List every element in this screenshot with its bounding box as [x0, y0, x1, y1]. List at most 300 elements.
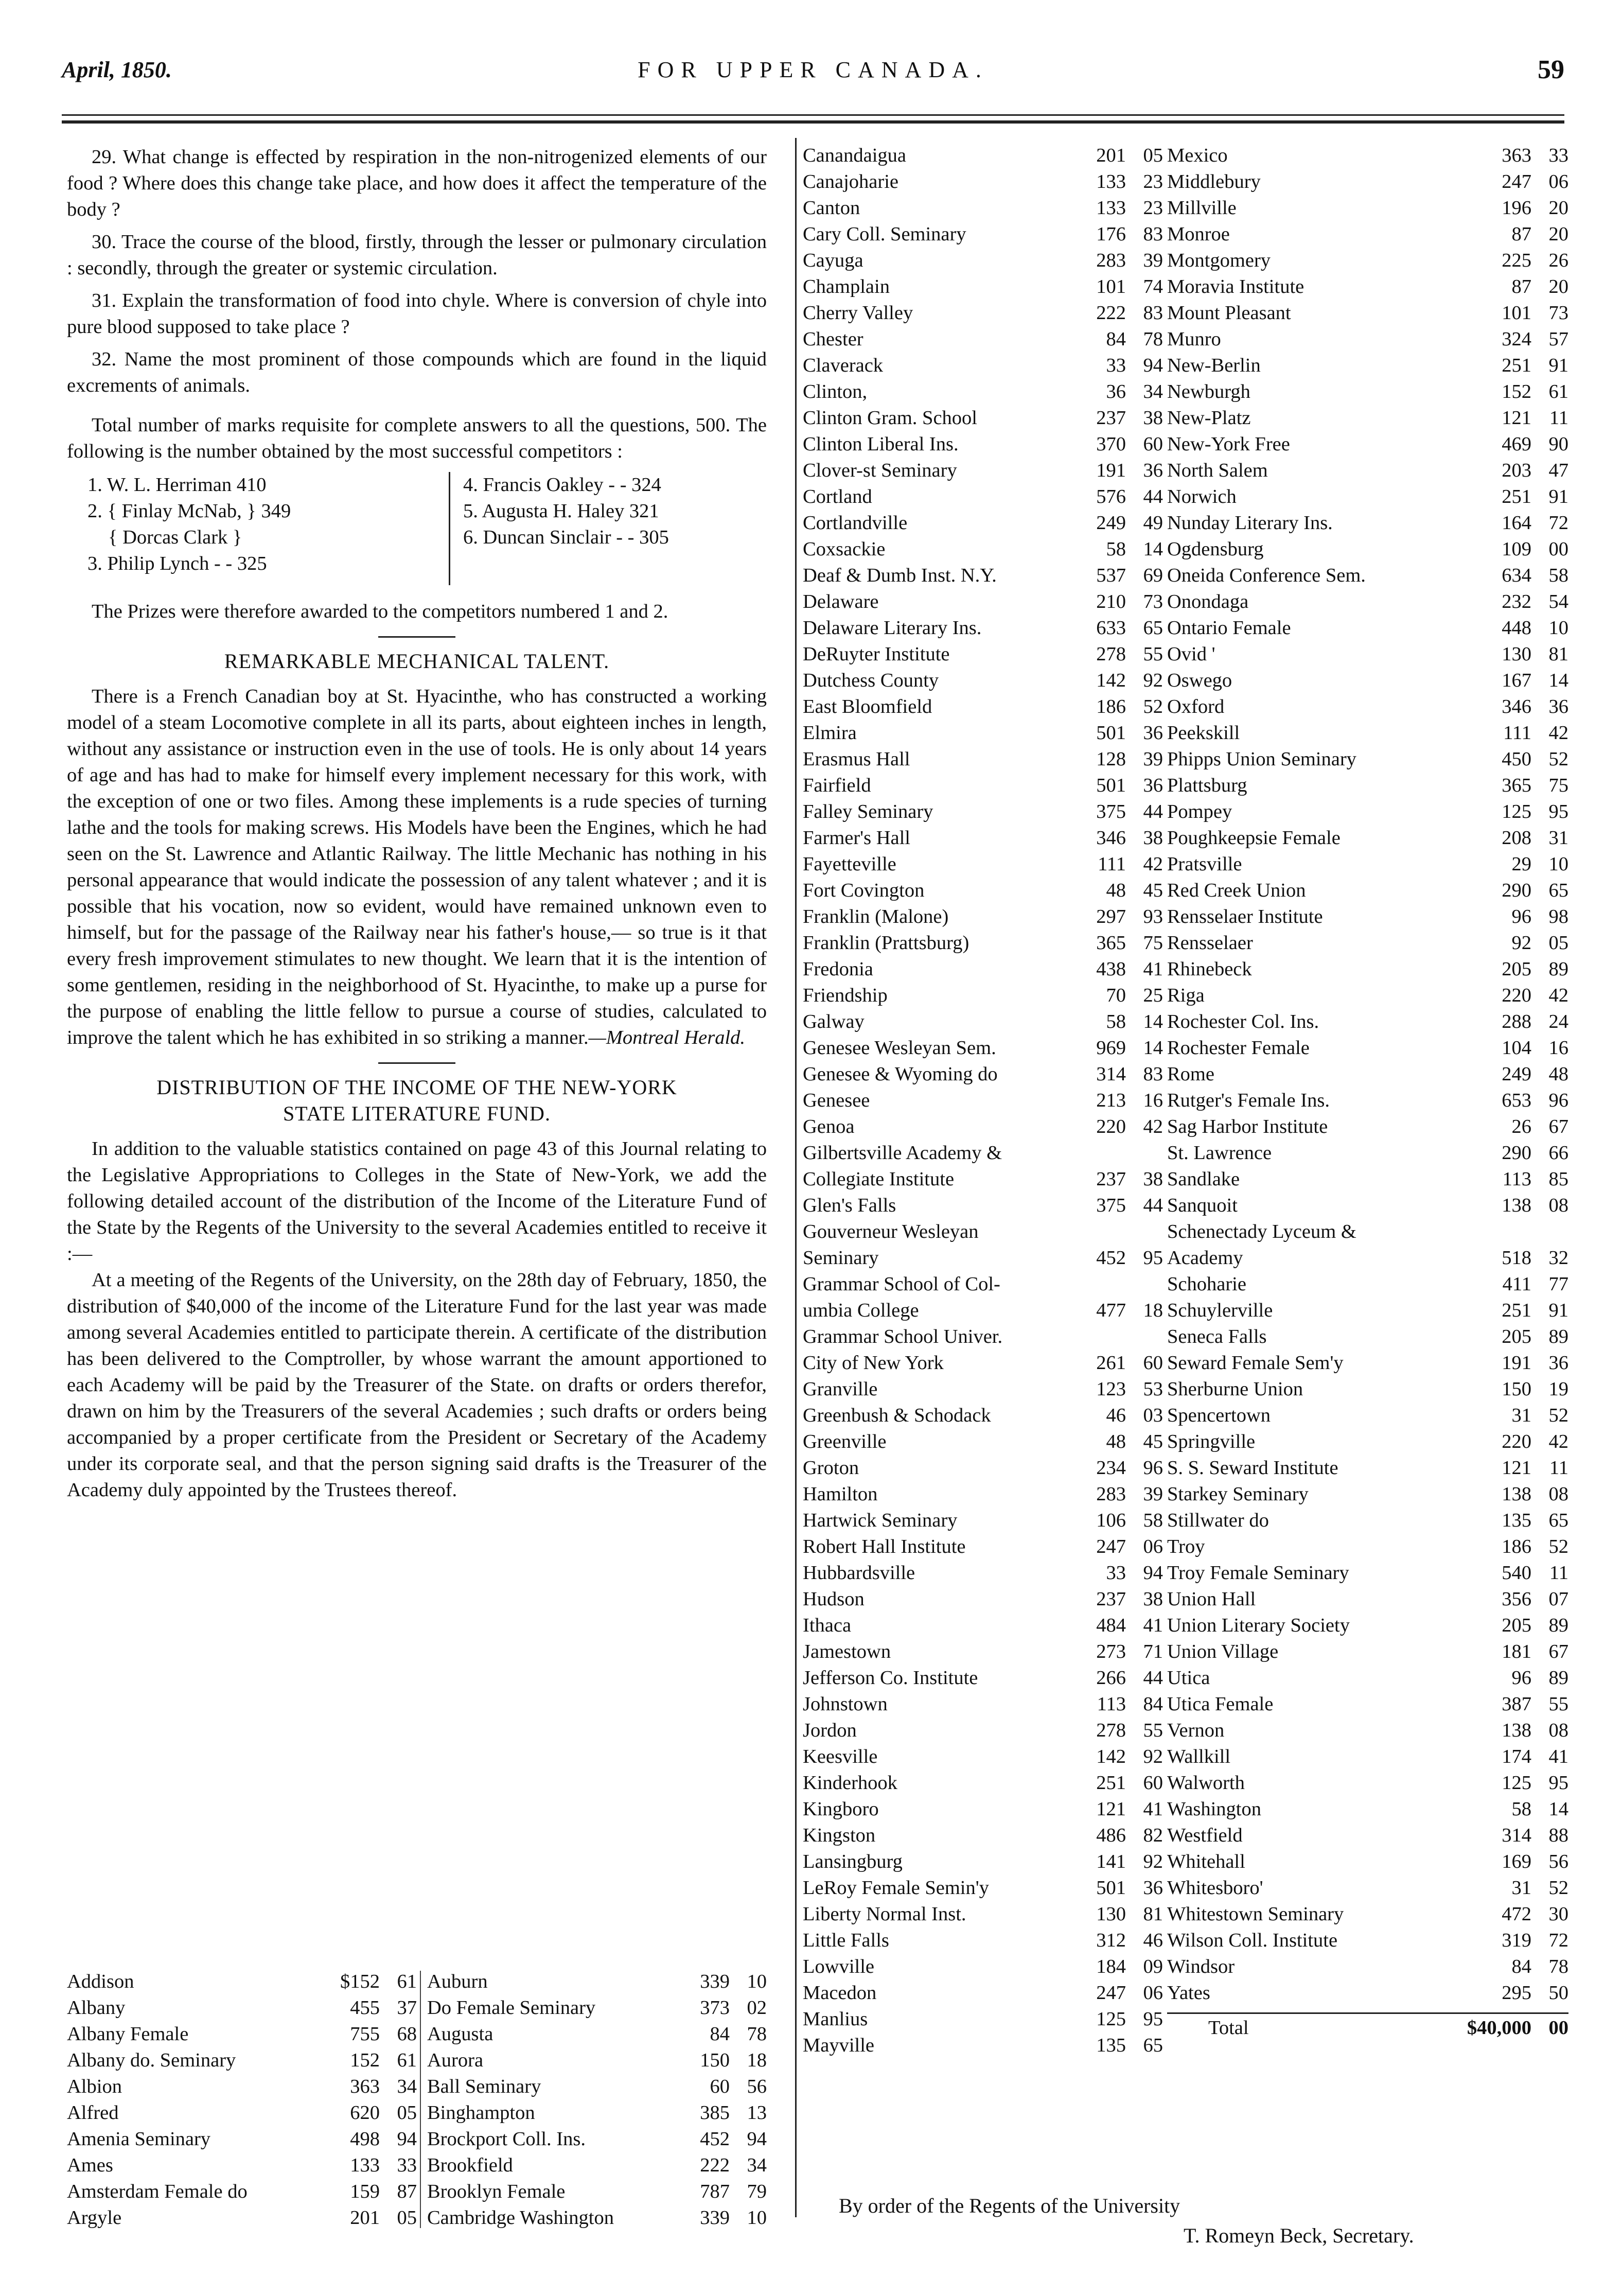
academy-dollars: 576 — [1096, 486, 1126, 507]
academy-name: Sanquoit — [1167, 1195, 1238, 1216]
academy-name: East Bloomfield — [803, 696, 932, 717]
academy-dollars: 101 — [1502, 302, 1531, 324]
academy-row — [803, 1428, 1163, 1454]
academy-name: Spencertown — [1167, 1405, 1271, 1426]
academy-row — [1167, 614, 1568, 640]
academy-name: Oneida Conference Sem. — [1167, 565, 1366, 586]
academy-name: North Salem — [1167, 460, 1268, 481]
academy-name: Genoa — [803, 1116, 855, 1137]
academy-row — [1167, 1979, 1568, 2005]
academy-cents: 58 — [1143, 1510, 1163, 1531]
academy-row — [803, 1848, 1163, 1874]
academy-name: Rochester Female — [1167, 1037, 1310, 1059]
academy-row — [1167, 1585, 1568, 1611]
academy-dollars: 205 — [1502, 958, 1531, 980]
academy-name: Mayville — [803, 2035, 874, 2056]
academy-name: Dutchess County — [803, 670, 939, 691]
academy-row — [1167, 693, 1568, 719]
academy-dollars: 755 — [350, 2023, 380, 2045]
academy-cents: 06 — [1143, 1982, 1163, 2004]
academy-name: umbia College — [803, 1300, 919, 1321]
article-source: —Montreal Herald. — [588, 1027, 746, 1048]
academy-name: Schuylerville — [1167, 1300, 1273, 1321]
academy-name: Sandlake — [1167, 1168, 1240, 1190]
academy-row — [1167, 1559, 1568, 1585]
academy-dollars: 31 — [1511, 1877, 1531, 1899]
academy-cents: 89 — [1548, 1615, 1568, 1636]
academy-dollars: 133 — [1096, 171, 1126, 192]
article-title-distribution-2: STATE LITERATURE FUND. — [283, 1102, 551, 1125]
academy-cents: 95 — [1143, 1247, 1163, 1269]
academy-name: Stillwater do — [1167, 1510, 1269, 1531]
academy-dollars: 346 — [1502, 696, 1531, 717]
academy-cents — [1126, 1270, 1163, 1296]
academy-row — [1167, 588, 1568, 614]
academy-name: Amsterdam Female do — [67, 2181, 248, 2202]
academy-row — [803, 1323, 1163, 1349]
academy-row — [427, 1995, 767, 2021]
academy-name: DeRuyter Institute — [803, 643, 950, 665]
academy-row — [1167, 1270, 1568, 1296]
academy-dollars: 261 — [1096, 1352, 1126, 1374]
academy-dollars: 141 — [1096, 1851, 1126, 1872]
academy-name: Grammar School of Col- — [803, 1273, 1000, 1295]
total-amount: $40,000 — [1467, 2017, 1531, 2039]
academy-row — [803, 220, 1163, 247]
academy-name: Rutger's Female Ins. — [1167, 1090, 1330, 1111]
academy-dollars: 290 — [1502, 1142, 1531, 1164]
academy-cents: 06 — [1143, 1536, 1163, 1557]
academy-dollars: 501 — [1096, 722, 1126, 744]
academy-cents: 10 — [1548, 617, 1568, 639]
academy-cents: 75 — [1548, 775, 1568, 796]
academy-row — [1167, 1034, 1568, 1060]
academy-dollars: 150 — [700, 2049, 730, 2071]
academy-dollars: 101 — [1096, 276, 1126, 297]
academy-dollars: 152 — [350, 2049, 380, 2071]
academy-dollars: 537 — [1096, 565, 1126, 586]
academy-row — [1167, 877, 1568, 903]
academy-cents: 65 — [1143, 617, 1163, 639]
academy-cents: 08 — [1548, 1720, 1568, 1741]
academy-cents: 36 — [1143, 1877, 1163, 1899]
academy-name: Windsor — [1167, 1956, 1235, 1977]
academy-dollars: 232 — [1502, 591, 1531, 612]
academy-name: Montgomery — [1167, 250, 1271, 271]
academy-cents: 39 — [1143, 748, 1163, 770]
academy-name: Cary Coll. Seminary — [803, 223, 966, 245]
academy-dollars: 247 — [1502, 171, 1531, 192]
academy-cents: 65 — [1143, 2035, 1163, 2056]
academy-dollars: 58 — [1511, 1798, 1531, 1820]
academy-dollars: 113 — [1502, 1168, 1531, 1190]
academy-row — [803, 142, 1163, 168]
academy-cents: 05 — [1548, 932, 1568, 954]
academy-name: Gilbertsville Academy & — [803, 1142, 1002, 1164]
academy-row — [427, 2179, 767, 2205]
academy-dollars: 138 — [1502, 1195, 1531, 1216]
academy-dollars: 314 — [1502, 1825, 1531, 1846]
academy-name: Deaf & Dumb Inst. N.Y. — [803, 565, 997, 586]
academy-cents: 75 — [1143, 932, 1163, 954]
academy-cents: 16 — [1143, 1090, 1163, 1111]
academy-dollars: 191 — [1502, 1352, 1531, 1374]
academy-dollars: 123 — [1096, 1378, 1126, 1400]
academy-name: Genesee & Wyoming do — [803, 1063, 998, 1085]
academy-cents: 52 — [1548, 1877, 1568, 1899]
academy-dollars: 142 — [1096, 670, 1126, 691]
academy-name: Glen's Falls — [803, 1195, 896, 1216]
academy-name: Mexico — [1167, 145, 1228, 166]
academy-name: Franklin (Prattsburg) — [803, 932, 969, 954]
academy-dollars: 234 — [1096, 1457, 1126, 1479]
academy-name: Troy — [1167, 1536, 1205, 1557]
academy-row — [1167, 1165, 1568, 1191]
academy-dollars: 455 — [350, 1997, 380, 2019]
academy-dollars: 213 — [1096, 1090, 1126, 1111]
academy-row — [803, 1296, 1163, 1323]
academy-row — [427, 2074, 767, 2100]
academy-name: Pompey — [1167, 801, 1232, 822]
academy-row — [1167, 1296, 1568, 1323]
academy-cents: 44 — [1143, 1195, 1163, 1216]
academy-row — [67, 1969, 417, 1995]
academy-row — [1167, 1480, 1568, 1506]
academy-cents: 38 — [1143, 407, 1163, 429]
prize-entry: 2. { Finlay McNab, } 349 — [87, 500, 291, 522]
academy-row — [1167, 667, 1568, 693]
academy-row — [803, 535, 1163, 562]
academy-cents: 89 — [1548, 958, 1568, 980]
academy-row — [803, 1769, 1163, 1795]
academy-name: Middlebury — [1167, 171, 1261, 192]
academy-cents: 81 — [1143, 1903, 1163, 1925]
academy-cents: 23 — [1143, 171, 1163, 192]
academy-cents: 66 — [1548, 1142, 1568, 1164]
academy-cents: 94 — [1143, 1562, 1163, 1584]
academy-row — [1167, 483, 1568, 509]
academy-name: Seward Female Sem'y — [1167, 1352, 1344, 1374]
academy-cents: 33 — [397, 2154, 417, 2176]
academy-cents: 41 — [1548, 1746, 1568, 1767]
academy-name: Phipps Union Seminary — [1167, 748, 1356, 770]
footer-order-line: By order of the Regents of the University — [839, 2194, 1180, 2217]
academy-name: Claverack — [803, 355, 884, 376]
academy-dollars: 653 — [1502, 1090, 1531, 1111]
academy-name: Cherry Valley — [803, 302, 913, 324]
academy-dollars: 225 — [1502, 250, 1531, 271]
academy-cents: 67 — [1548, 1116, 1568, 1137]
left-column — [67, 144, 767, 1503]
academy-row — [1167, 509, 1568, 535]
academy-name: Millville — [1167, 197, 1237, 219]
academy-name: Peekskill — [1167, 722, 1240, 744]
academy-cents: 65 — [1548, 1510, 1568, 1531]
academy-row — [1167, 1086, 1568, 1113]
academy-cents: 74 — [1143, 276, 1163, 297]
academy-dollars: 208 — [1502, 827, 1531, 849]
academy-name: Monroe — [1167, 223, 1230, 245]
academy-dollars: 138 — [1502, 1720, 1531, 1741]
academy-name: Genesee Wesleyan Sem. — [803, 1037, 996, 1059]
academy-name: Keesville — [803, 1746, 878, 1767]
academy-cents: 44 — [1143, 1667, 1163, 1689]
academy-cents: 84 — [1143, 1693, 1163, 1715]
academy-cents: 14 — [1548, 1798, 1568, 1820]
academy-row — [1167, 1716, 1568, 1743]
academy-dollars: 222 — [1096, 302, 1126, 324]
academy-cents: 92 — [1143, 1851, 1163, 1872]
academy-dollars: 84 — [1511, 1956, 1531, 1977]
academy-dollars: 251 — [1096, 1772, 1126, 1794]
academy-name: Brooklyn Female — [427, 2181, 566, 2202]
academy-name: Brookfield — [427, 2154, 513, 2176]
academy-dollars: 620 — [350, 2102, 380, 2124]
academy-cents: 81 — [1548, 643, 1568, 665]
academy-dollars: 633 — [1096, 617, 1126, 639]
academy-name: Fredonia — [803, 958, 873, 980]
academy-row — [1167, 194, 1568, 220]
academy-row — [1167, 142, 1568, 168]
academy-dollars: 111 — [1503, 722, 1531, 744]
academy-dollars: 48 — [1106, 1431, 1126, 1452]
academy-name: Ithaca — [803, 1615, 852, 1636]
academy-row — [1167, 220, 1568, 247]
academy-row — [803, 1900, 1163, 1926]
academy-cents: 83 — [1143, 223, 1163, 245]
academy-cents — [1531, 1218, 1568, 1244]
academy-name: Munro — [1167, 328, 1221, 350]
academy-dollars: 60 — [710, 2076, 730, 2097]
academy-name: Kingston — [803, 1825, 876, 1846]
academy-cents: 57 — [1548, 328, 1568, 350]
academy-dollars: 26 — [1511, 1116, 1531, 1137]
footer-signature: T. Romeyn Beck, Secretary. — [1184, 2224, 1414, 2247]
academy-cents: 71 — [1143, 1641, 1163, 1662]
academy-dollars: 290 — [1502, 880, 1531, 901]
academy-row — [803, 667, 1163, 693]
academy-row — [67, 2100, 417, 2126]
academy-row — [803, 1690, 1163, 1716]
academy-row — [1167, 955, 1568, 982]
prize-entry: 6. Duncan Sinclair - - 305 — [463, 527, 669, 548]
academy-row — [67, 2021, 417, 2047]
academy-row — [427, 2126, 767, 2152]
academy-name: Poughkeepsie Female — [1167, 827, 1341, 849]
academy-dollars: 450 — [1502, 748, 1531, 770]
academy-dollars: 133 — [350, 2154, 380, 2176]
academy-row — [67, 2074, 417, 2100]
academy-cents: 67 — [1548, 1641, 1568, 1662]
academy-cents: 13 — [747, 2102, 767, 2124]
academy-cents — [1126, 1218, 1163, 1244]
academy-cents: 23 — [1143, 197, 1163, 219]
academy-name: Lowville — [803, 1956, 874, 1977]
academy-row — [803, 1008, 1163, 1034]
academy-row — [803, 247, 1163, 273]
academy-dollars: 128 — [1096, 748, 1126, 770]
prize-divider — [449, 472, 450, 585]
academy-dollars: 278 — [1096, 643, 1126, 665]
academy-name: Falley Seminary — [803, 801, 933, 822]
academy-cents: 55 — [1548, 1693, 1568, 1715]
total-row — [1167, 2012, 1568, 2040]
academy-dollars: 518 — [1502, 1247, 1531, 1269]
academy-row — [803, 509, 1163, 535]
academy-dollars: 237 — [1096, 1168, 1126, 1190]
academy-row — [67, 2047, 417, 2074]
academy-cents: 47 — [1548, 460, 1568, 481]
academy-dollars: 92 — [1511, 932, 1531, 954]
academy-cents: 44 — [1143, 801, 1163, 822]
academy-name: Clinton, — [803, 381, 868, 402]
academy-name: Newburgh — [1167, 381, 1250, 402]
academy-row — [1167, 1218, 1568, 1244]
academy-row — [803, 430, 1163, 457]
academy-row — [1167, 299, 1568, 325]
academy-cents: 68 — [397, 2023, 417, 2045]
academy-dollars: 385 — [700, 2102, 730, 2124]
academy-name: Walworth — [1167, 1772, 1245, 1794]
academy-name: Canandaigua — [803, 145, 906, 166]
academy-row — [803, 1060, 1163, 1086]
section-rule — [378, 1062, 455, 1064]
academy-cents: 41 — [1143, 1615, 1163, 1636]
academy-row — [803, 693, 1163, 719]
academy-name: Fort Covington — [803, 880, 925, 901]
academy-row — [1167, 640, 1568, 667]
academy-dollars: 125 — [1502, 1772, 1531, 1794]
academy-cents: 55 — [1143, 643, 1163, 665]
academy-list-b — [427, 1969, 767, 2231]
academy-name: Wilson Coll. Institute — [1167, 1930, 1338, 1951]
academy-row — [803, 352, 1163, 378]
prize-entry: 1. W. L. Herriman 410 — [87, 474, 267, 496]
academy-cents: 93 — [1143, 906, 1163, 927]
academy-dollars: 70 — [1106, 985, 1126, 1006]
academy-name: Hudson — [803, 1588, 865, 1610]
academy-dollars: 363 — [350, 2076, 380, 2097]
prizes-text: The Prizes were therefore awarded to the competitors numbered 1 and 2. — [92, 601, 668, 622]
academy-cents: 02 — [747, 1997, 767, 2019]
academy-cents: 60 — [1143, 433, 1163, 455]
academy-dollars: 247 — [1096, 1982, 1126, 2004]
academy-cents: 78 — [1548, 1956, 1568, 1977]
academy-cents: 34 — [747, 2154, 767, 2176]
academy-dollars: 251 — [1502, 1300, 1531, 1321]
academy-cents: 30 — [1548, 1903, 1568, 1925]
academy-row — [803, 404, 1163, 430]
academy-name: Washington — [1167, 1798, 1261, 1820]
academy-dollars: 48 — [1106, 880, 1126, 901]
academy-name: Grammar School Univer. — [803, 1326, 1003, 1347]
academy-row — [67, 2152, 417, 2179]
academy-name: Albany do. Seminary — [67, 2049, 236, 2071]
academy-name: Hamilton — [803, 1483, 878, 1505]
academy-row — [803, 1034, 1163, 1060]
academy-row — [803, 1743, 1163, 1769]
academy-name: Onondaga — [1167, 591, 1249, 612]
academy-dollars: 220 — [1502, 1431, 1531, 1452]
academy-name: Springville — [1167, 1431, 1256, 1452]
academy-dollars: 540 — [1502, 1562, 1531, 1584]
academy-dollars: 196 — [1502, 197, 1531, 219]
academy-dollars: 130 — [1096, 1903, 1126, 1925]
academy-name: Gouverneur Wesleyan — [803, 1221, 979, 1242]
header-title: FOR UPPER CANADA. — [638, 57, 989, 82]
academy-dollars: 201 — [350, 2207, 380, 2229]
academy-name: Collegiate Institute — [803, 1168, 955, 1190]
academy-cents: 34 — [397, 2076, 417, 2097]
academy-row — [803, 1585, 1163, 1611]
academy-row — [1167, 982, 1568, 1008]
academy-row — [803, 1533, 1163, 1559]
academy-cents: 14 — [1143, 538, 1163, 560]
academy-row — [1167, 772, 1568, 798]
academy-dollars: 501 — [1096, 1877, 1126, 1899]
academy-row — [1167, 798, 1568, 824]
academy-dollars: 486 — [1096, 1825, 1126, 1846]
header-rule-thick — [62, 120, 1564, 124]
academy-cents: 95 — [1548, 1772, 1568, 1794]
academy-dollars: 452 — [1096, 1247, 1126, 1269]
academy-dollars: 121 — [1502, 407, 1531, 429]
academy-name: Brockport Coll. Ins. — [427, 2128, 586, 2150]
academy-name: Ovid ' — [1167, 643, 1215, 665]
academy-name: Kingboro — [803, 1798, 879, 1820]
academy-row — [803, 640, 1163, 667]
academy-row — [803, 273, 1163, 299]
academy-dollars: 295 — [1502, 1982, 1531, 2004]
academy-dollars: 247 — [1096, 1536, 1126, 1557]
academy-cents: 31 — [1548, 827, 1568, 849]
academy-cents: 83 — [1143, 1063, 1163, 1085]
academy-cents: 55 — [1143, 1720, 1163, 1741]
academy-cents: 87 — [397, 2181, 417, 2202]
academy-name: Delaware — [803, 591, 879, 612]
academy-name: Macedon — [803, 1982, 877, 2004]
academy-name: Moravia Institute — [1167, 276, 1304, 297]
academy-name: Whitestown Seminary — [1167, 1903, 1344, 1925]
academy-row — [803, 850, 1163, 877]
academy-row — [803, 1086, 1163, 1113]
academy-cents: 38 — [1143, 1168, 1163, 1190]
academy-cents: 06 — [1548, 171, 1568, 192]
academy-name: New-Berlin — [1167, 355, 1261, 376]
academy-cents: 24 — [1548, 1011, 1568, 1032]
academy-row — [803, 1611, 1163, 1638]
academy-name: Canajoharie — [803, 171, 898, 192]
academy-name: Johnstown — [803, 1693, 888, 1715]
academy-dollars: 121 — [1096, 1798, 1126, 1820]
academy-cents: 41 — [1143, 958, 1163, 980]
academy-dollars: 501 — [1096, 775, 1126, 796]
academy-dollars: $152 — [340, 1971, 380, 1992]
academy-row — [67, 2179, 417, 2205]
academy-dollars: 138 — [1502, 1483, 1531, 1505]
academy-cents: 36 — [1548, 696, 1568, 717]
academy-name: Jefferson Co. Institute — [803, 1667, 978, 1689]
academy-cents: 83 — [1143, 302, 1163, 324]
academy-name: Farmer's Hall — [803, 827, 911, 849]
academy-name: Do Female Seminary — [427, 1997, 596, 2019]
question-32: 32. Name the most prominent of those compounds which are found in the liquid excrements of animals. — [67, 348, 767, 396]
academy-name: Champlain — [803, 276, 890, 297]
academy-cents: 33 — [1548, 145, 1568, 166]
academy-row — [1167, 1428, 1568, 1454]
academy-name: New-York Free — [1167, 433, 1290, 455]
academy-name: Liberty Normal Inst. — [803, 1903, 966, 1925]
